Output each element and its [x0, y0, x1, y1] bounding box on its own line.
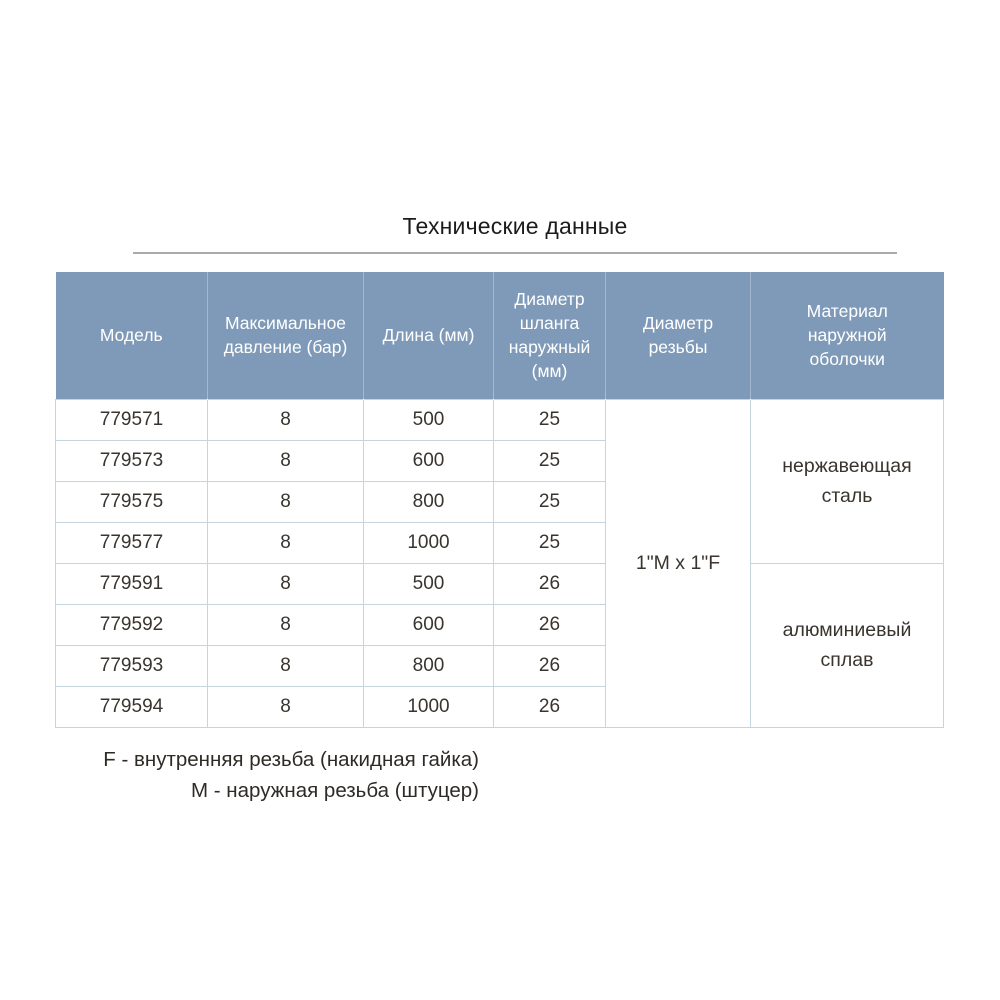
cell-pressure: 8 [208, 645, 364, 686]
page-title: Технические данные [402, 213, 628, 239]
cell-model: 779591 [56, 563, 208, 604]
header-length: Длина (мм) [364, 272, 494, 399]
table-row [56, 563, 944, 604]
table-header [56, 272, 944, 399]
header-model: Модель [56, 272, 208, 399]
cell-length: 1000 [364, 522, 494, 563]
cell-length: 1000 [364, 686, 494, 727]
cell-length: 600 [364, 440, 494, 481]
cell-model: 779594 [56, 686, 208, 727]
cell-hose-diameter: 25 [494, 399, 606, 440]
header-hose-diameter: Диаметр шланга наружный (мм) [494, 272, 606, 399]
cell-length: 600 [364, 604, 494, 645]
cell-hose-diameter: 26 [494, 563, 606, 604]
header-max-pressure: Максимальное давление (бар) [208, 272, 364, 399]
cell-length: 800 [364, 645, 494, 686]
page-title-wrap [133, 213, 897, 240]
cell-hose-diameter: 26 [494, 686, 606, 727]
header-thread-diameter: Диаметр резьбы [606, 272, 751, 399]
title-divider-line [133, 252, 897, 254]
header-row [56, 272, 944, 399]
cell-length: 800 [364, 481, 494, 522]
cell-model: 779593 [56, 645, 208, 686]
cell-model: 779575 [56, 481, 208, 522]
cell-material: нержавеющая сталь [751, 399, 944, 563]
cell-material: алюминиевый сплав [751, 563, 944, 727]
technical-data-table [55, 272, 944, 728]
cell-hose-diameter: 25 [494, 481, 606, 522]
cell-pressure: 8 [208, 399, 364, 440]
cell-thread-diameter: 1"M x 1"F [606, 399, 751, 727]
cell-pressure: 8 [208, 563, 364, 604]
cell-model: 779573 [56, 440, 208, 481]
cell-pressure: 8 [208, 481, 364, 522]
footnote-f: F - внутренняя резьба (накидная гайка) [103, 748, 479, 771]
cell-hose-diameter: 25 [494, 522, 606, 563]
cell-model: 779571 [56, 399, 208, 440]
footnote-m: М - наружная резьба (штуцер) [191, 779, 479, 802]
table-body [56, 399, 944, 727]
cell-pressure: 8 [208, 440, 364, 481]
cell-pressure: 8 [208, 522, 364, 563]
footnotes [53, 744, 479, 806]
cell-hose-diameter: 25 [494, 440, 606, 481]
cell-pressure: 8 [208, 686, 364, 727]
cell-pressure: 8 [208, 604, 364, 645]
cell-length: 500 [364, 399, 494, 440]
header-material: Материал наружной оболочки [751, 272, 944, 399]
cell-hose-diameter: 26 [494, 645, 606, 686]
cell-hose-diameter: 26 [494, 604, 606, 645]
cell-model: 779577 [56, 522, 208, 563]
cell-length: 500 [364, 563, 494, 604]
cell-model: 779592 [56, 604, 208, 645]
table-row [56, 399, 944, 440]
